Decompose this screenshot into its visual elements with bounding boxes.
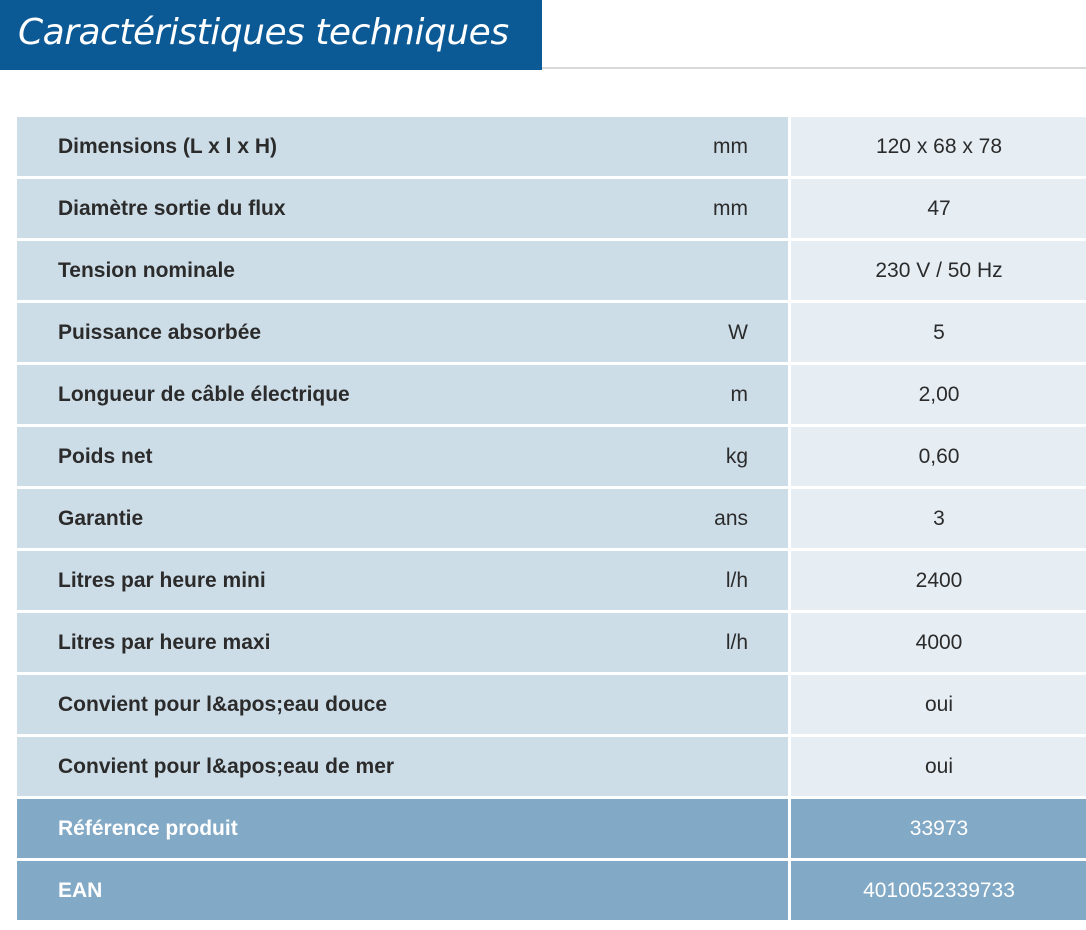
spec-label-cell (17, 365, 788, 424)
spec-label: Convient pour l&apos;eau de mer (58, 755, 395, 778)
spec-unit: mm (713, 135, 748, 158)
spec-label-cell (17, 117, 788, 176)
spec-label: Poids net (58, 445, 153, 468)
spec-value: 0,60 (791, 427, 1086, 486)
spec-unit: l/h (725, 631, 748, 654)
spec-row-product-reference (17, 799, 1086, 858)
spec-value: 5 (791, 303, 1086, 362)
spec-unit: mm (713, 197, 748, 220)
title-divider (542, 67, 1086, 69)
section-title-bar (0, 0, 542, 70)
spec-label: Litres par heure maxi (58, 631, 271, 654)
spec-row-fresh-water (17, 675, 1086, 734)
spec-value: 120 x 68 x 78 (791, 117, 1086, 176)
spec-label-cell (17, 737, 788, 796)
spec-unit: m (730, 383, 748, 406)
spec-label: Litres par heure mini (58, 569, 266, 592)
spec-value: 33973 (791, 799, 1086, 858)
spec-value: 3 (791, 489, 1086, 548)
spec-label: Longueur de câble électrique (58, 383, 350, 406)
spec-label-cell (17, 799, 788, 858)
spec-unit: W (728, 321, 748, 344)
spec-label-cell (17, 303, 788, 362)
spec-label-cell (17, 613, 788, 672)
spec-label: Diamètre sortie du flux (58, 197, 286, 220)
spec-label-cell (17, 675, 788, 734)
spec-label: EAN (58, 879, 103, 902)
spec-label-cell (17, 489, 788, 548)
spec-value: oui (791, 737, 1086, 796)
spec-label-cell (17, 551, 788, 610)
spec-label: Dimensions (L x l x H) (58, 135, 277, 158)
spec-label: Référence produit (58, 817, 238, 840)
spec-label-cell (17, 241, 788, 300)
spec-unit: kg (725, 445, 748, 468)
spec-label: Convient pour l&apos;eau douce (58, 693, 388, 716)
spec-row-power (17, 303, 1086, 362)
spec-unit: ans (714, 507, 748, 530)
spec-row-dimensions (17, 117, 1086, 176)
spec-value: 4000 (791, 613, 1086, 672)
spec-value: 4010052339733 (791, 861, 1086, 920)
spec-label-cell (17, 179, 788, 238)
spec-row-cable-length (17, 365, 1086, 424)
spec-row-voltage (17, 241, 1086, 300)
spec-table (17, 117, 1086, 923)
spec-label: Tension nominale (58, 259, 235, 282)
spec-unit: l/h (725, 569, 748, 592)
spec-value: 47 (791, 179, 1086, 238)
spec-value: 230 V / 50 Hz (791, 241, 1086, 300)
spec-row-sea-water (17, 737, 1086, 796)
spec-row-flow-min (17, 551, 1086, 610)
spec-value: 2400 (791, 551, 1086, 610)
spec-row-flow-max (17, 613, 1086, 672)
section-title: Caractéristiques techniques (18, 12, 509, 53)
spec-label: Puissance absorbée (58, 321, 262, 344)
spec-label-cell (17, 427, 788, 486)
spec-label: Garantie (58, 507, 144, 530)
spec-label-cell (17, 861, 788, 920)
spec-value: oui (791, 675, 1086, 734)
spec-row-warranty (17, 489, 1086, 548)
spec-row-ean (17, 861, 1086, 920)
spec-row-outlet-diameter (17, 179, 1086, 238)
spec-value: 2,00 (791, 365, 1086, 424)
spec-row-net-weight (17, 427, 1086, 486)
